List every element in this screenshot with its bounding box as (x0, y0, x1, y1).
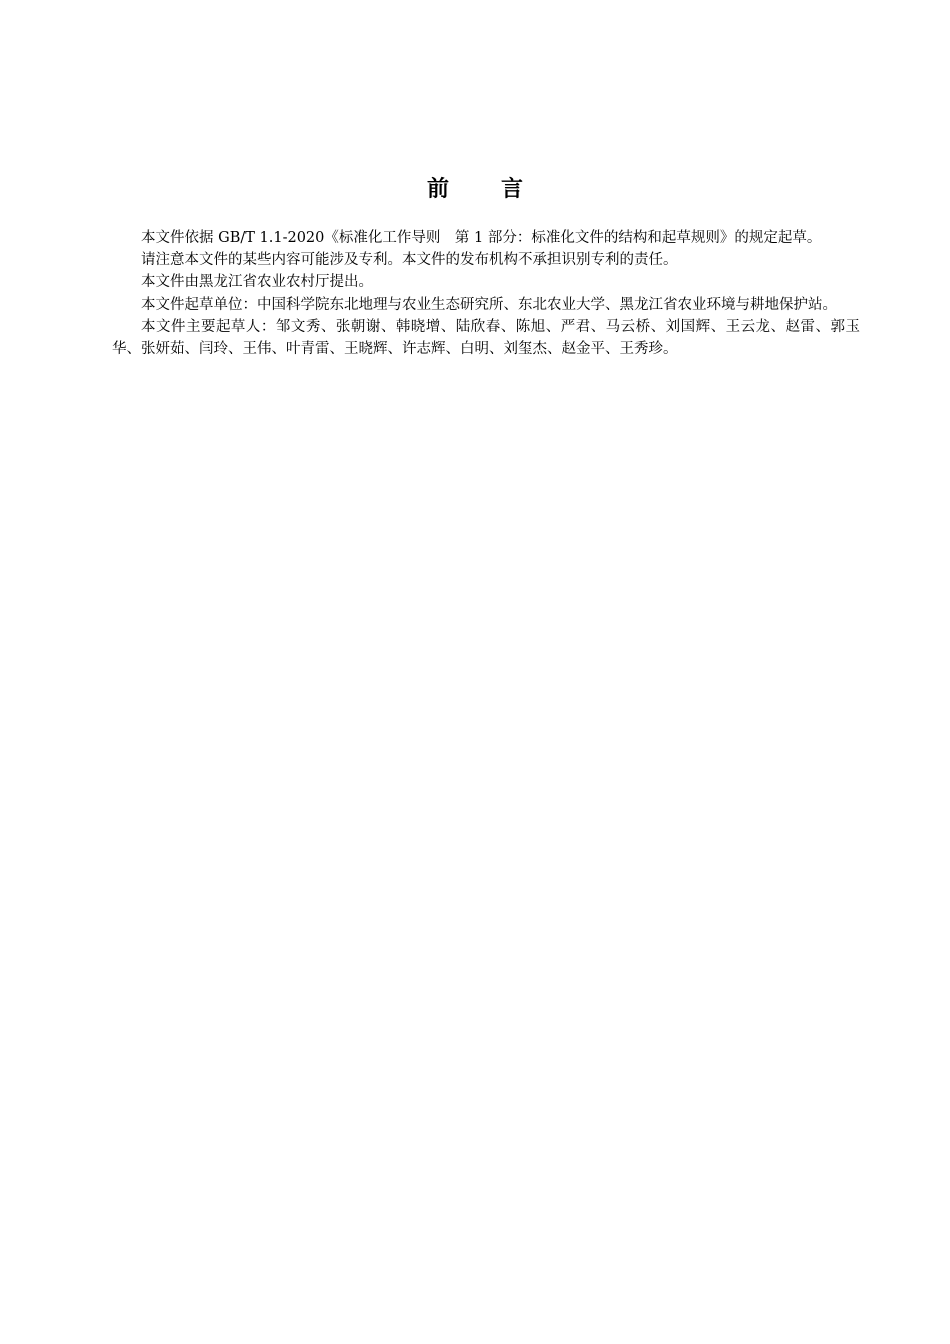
title-char-1: 前 (426, 177, 449, 202)
paragraph-drafting-units: 本文件起草单位：中国科学院东北地理与农业生态研究所、东北农业大学、黑龙江省农业环境与耕地保护站。 (141, 296, 837, 313)
paragraph-drafters: 本文件主要起草人：邹文秀、张朝谢、韩晓增、陆欣春、陈旭、严君、马云桥、刘国辉、王云龙、赵雷、郭玉华、张妍茹、闫玲、王伟、叶青雷、王晓辉、许志辉、白明、刘玺杰、赵金平、王秀珍。 (112, 318, 860, 358)
page-title (0, 172, 950, 208)
paragraph-proposer: 本文件由黑龙江省农业农村厅提出。 (141, 274, 373, 291)
title-char-2: 言 (501, 177, 524, 202)
preface-body (112, 227, 860, 360)
paragraph-patent-notice: 请注意本文件的某些内容可能涉及专利。本文件的发布机构不承担识别专利的责任。 (141, 252, 678, 269)
paragraph-standard-basis: 本文件依据 GB/T 1.1-2020《标准化工作导则 第 1 部分：标准化文件的结构和起草规则》的规定起草。 (141, 230, 822, 246)
